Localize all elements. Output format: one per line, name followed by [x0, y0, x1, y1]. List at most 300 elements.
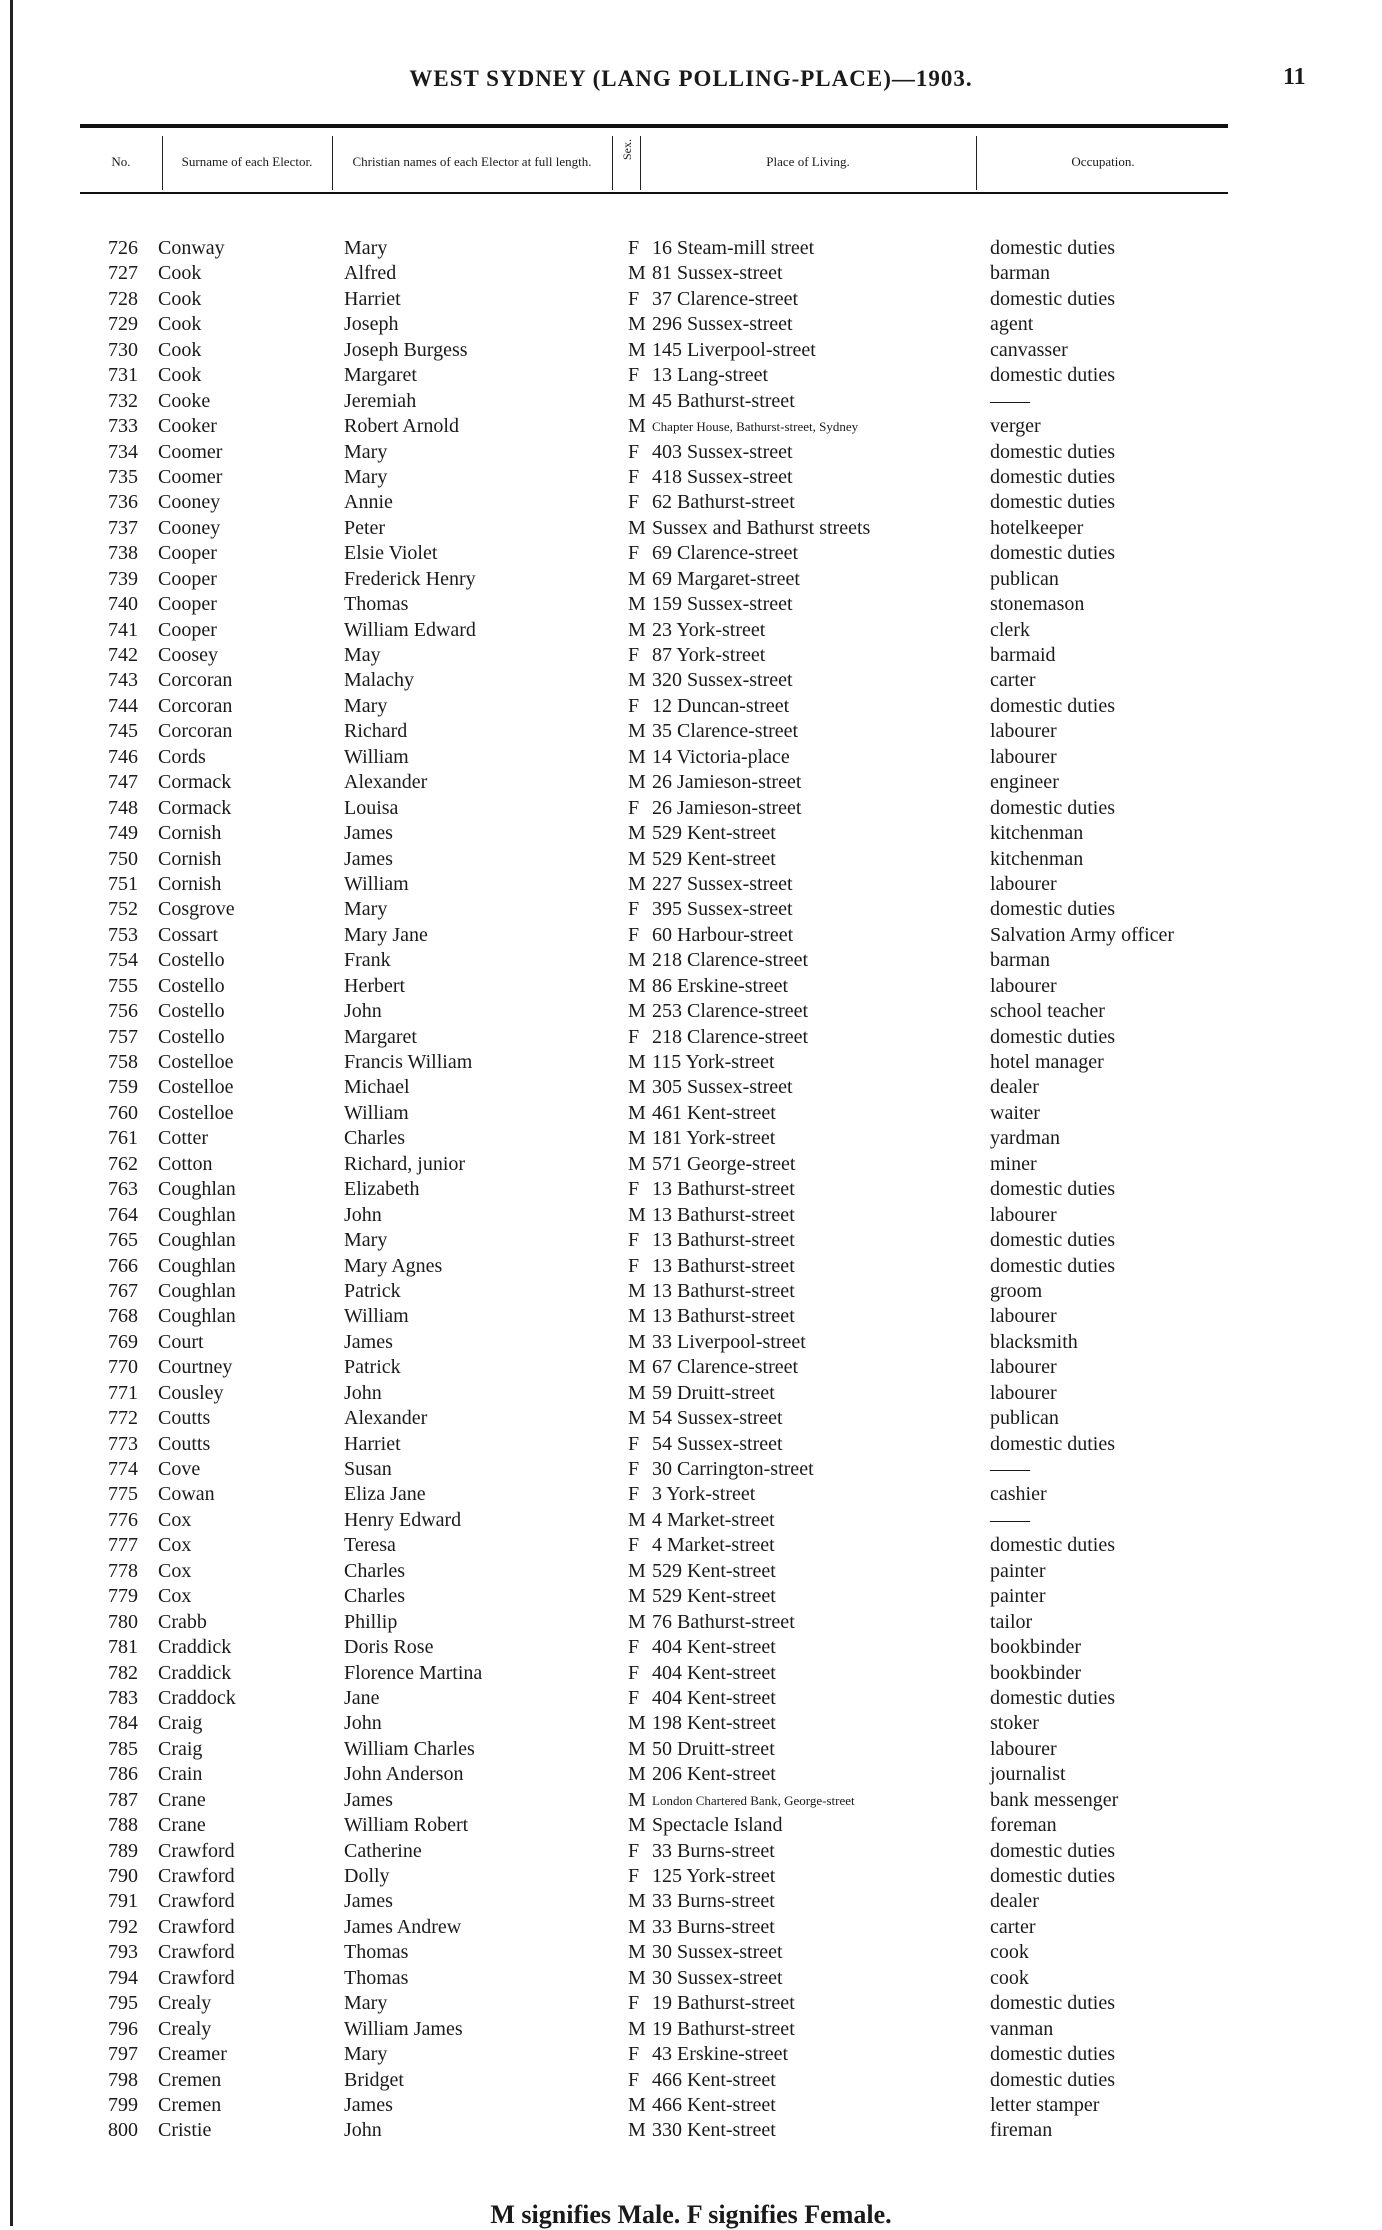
elector-place-of-living: 23 York-street — [652, 618, 766, 641]
elector-christian-names: Mary — [344, 898, 388, 921]
elector-number: 732 — [108, 389, 138, 412]
elector-sex: M — [628, 1915, 646, 1938]
elector-sex: F — [628, 1483, 640, 1506]
elector-place-of-living: Sussex and Bathurst streets — [652, 516, 871, 539]
elector-number: 752 — [108, 898, 138, 921]
table-row — [0, 872, 1382, 897]
elector-occupation: miner — [990, 1152, 1037, 1175]
elector-sex: F — [628, 1865, 640, 1887]
elector-sex: M — [628, 338, 646, 361]
elector-sex: M — [628, 415, 646, 438]
elector-surname: Corcoran — [158, 669, 233, 692]
elector-christian-names: Herbert — [344, 974, 406, 997]
elector-number: 800 — [108, 2119, 138, 2142]
elector-surname: Crawford — [158, 1839, 235, 1862]
elector-sex: F — [628, 287, 640, 310]
elector-place-of-living: 466 Kent-street — [652, 2068, 776, 2091]
elector-place-of-living: 19 Bathurst-street — [652, 1992, 795, 2015]
elector-occupation: painter — [990, 1585, 1046, 1608]
elector-surname: Coughlan — [158, 1254, 236, 1277]
elector-sex: M — [628, 516, 646, 539]
elector-surname: Cousley — [158, 1381, 224, 1404]
elector-sex: M — [628, 1076, 646, 1099]
elector-sex: M — [628, 1788, 646, 1811]
elector-christian-names: Harriet — [344, 287, 401, 310]
table-row — [0, 592, 1382, 617]
elector-place-of-living: 81 Sussex-street — [652, 262, 783, 285]
elector-occupation: domestic duties — [990, 1686, 1115, 1709]
table-row — [0, 1711, 1382, 1736]
elector-occupation: domestic duties — [990, 2043, 1115, 2066]
elector-occupation: domestic duties — [990, 694, 1115, 717]
elector-christian-names: Catherine — [344, 1839, 422, 1862]
elector-place-of-living: 14 Victoria-place — [652, 745, 790, 768]
elector-occupation: labourer — [990, 1381, 1057, 1404]
elector-surname: Cove — [158, 1458, 201, 1480]
elector-surname: Court — [158, 1330, 204, 1353]
elector-occupation: domestic duties — [990, 1534, 1115, 1557]
elector-surname: Cornish — [158, 847, 222, 870]
table-row — [0, 1279, 1382, 1304]
elector-number: 762 — [108, 1152, 138, 1175]
elector-occupation: tailor — [990, 1610, 1033, 1633]
table-row — [0, 1966, 1382, 1991]
elector-sex: M — [628, 2119, 646, 2142]
elector-occupation: labourer — [990, 1203, 1057, 1226]
elector-number: 728 — [108, 287, 138, 310]
elector-surname: Crane — [158, 1788, 206, 1811]
elector-occupation: publican — [990, 1407, 1059, 1430]
elector-surname: Costello — [158, 949, 225, 972]
elector-sex: M — [628, 1051, 646, 1073]
elector-sex: F — [628, 1254, 640, 1277]
elector-occupation: domestic duties — [990, 542, 1115, 565]
elector-surname: Cremen — [158, 2093, 222, 2116]
elector-christian-names: Jane — [344, 1686, 380, 1709]
column-header-no: No. — [111, 154, 131, 169]
elector-christian-names: Florence Martina — [344, 1661, 483, 1684]
elector-number: 766 — [108, 1254, 138, 1277]
elector-number: 765 — [108, 1229, 138, 1252]
elector-christian-names: Thomas — [344, 1941, 409, 1964]
elector-sex: F — [628, 1458, 640, 1480]
table-row — [0, 1940, 1382, 1965]
elector-christian-names: Mary — [344, 2043, 388, 2066]
elector-place-of-living: 218 Clarence-street — [652, 949, 809, 972]
elector-number: 731 — [108, 364, 138, 387]
elector-christian-names: Mary — [344, 237, 388, 259]
elector-number: 775 — [108, 1483, 138, 1506]
elector-occupation: bank messenger — [990, 1788, 1119, 1811]
elector-occupation: yardman — [990, 1127, 1060, 1150]
elector-christian-names: Alexander — [344, 771, 428, 794]
elector-christian-names: Mary — [344, 1229, 388, 1252]
table-row — [0, 1203, 1382, 1228]
table-row — [0, 1661, 1382, 1686]
elector-number: 784 — [108, 1712, 138, 1735]
elector-number: 758 — [108, 1051, 138, 1073]
elector-surname: Crawford — [158, 1966, 235, 1989]
elector-sex: F — [628, 364, 640, 387]
elector-occupation: domestic duties — [990, 2068, 1115, 2091]
elector-christian-names: Louisa — [344, 796, 399, 819]
elector-occupation: cashier — [990, 1483, 1047, 1506]
elector-occupation: domestic duties — [990, 1254, 1115, 1277]
elector-place-of-living: 305 Sussex-street — [652, 1076, 793, 1099]
elector-sex: F — [628, 923, 640, 946]
table-row — [0, 1864, 1382, 1889]
elector-christian-names: Jeremiah — [344, 389, 417, 412]
elector-sex: M — [628, 1610, 646, 1633]
table-row — [0, 490, 1382, 515]
elector-number: 771 — [108, 1381, 138, 1404]
elector-occupation: barman — [990, 949, 1050, 972]
elector-surname: Coughlan — [158, 1305, 236, 1328]
elector-place-of-living: 59 Druitt-street — [652, 1381, 775, 1404]
elector-sex: F — [628, 1229, 640, 1252]
elector-place-of-living: 13 Lang-street — [652, 364, 769, 387]
table-row — [0, 668, 1382, 693]
table-row — [0, 1737, 1382, 1762]
table-row — [0, 1050, 1382, 1075]
elector-christian-names: Alexander — [344, 1407, 428, 1430]
elector-number: 730 — [108, 338, 138, 361]
elector-place-of-living: 62 Bathurst-street — [652, 491, 795, 514]
elector-number: 793 — [108, 1941, 138, 1964]
elector-place-of-living: 16 Steam-mill street — [652, 237, 815, 259]
elector-sex: M — [628, 1941, 646, 1964]
elector-place-of-living: 461 Kent-street — [652, 1101, 776, 1124]
table-row — [0, 1355, 1382, 1380]
elector-occupation: dealer — [990, 1076, 1039, 1099]
elector-surname: Craig — [158, 1712, 203, 1735]
elector-number: 726 — [108, 237, 138, 259]
elector-christian-names: William Edward — [344, 618, 476, 641]
elector-surname: Cristie — [158, 2119, 212, 2142]
elector-sex: M — [628, 2017, 646, 2040]
table-row — [0, 745, 1382, 770]
elector-surname: Cormack — [158, 796, 232, 819]
elector-occupation: canvasser — [990, 338, 1068, 361]
elector-occupation: journalist — [990, 1763, 1066, 1786]
elector-occupation: kitchenman — [990, 822, 1084, 845]
elector-christian-names: Peter — [344, 516, 386, 539]
column-header-place: Place of Living. — [766, 154, 850, 169]
elector-christian-names: Francis William — [344, 1051, 473, 1073]
table-row — [0, 312, 1382, 337]
elector-occupation: fireman — [990, 2119, 1053, 2142]
table-row — [0, 897, 1382, 922]
elector-surname: Cotton — [158, 1152, 213, 1175]
elector-place-of-living: 35 Clarence-street — [652, 720, 799, 743]
elector-sex: F — [628, 1636, 640, 1659]
elector-occupation: domestic duties — [990, 796, 1115, 819]
elector-surname: Craig — [158, 1737, 203, 1760]
elector-occupation: school teacher — [990, 1000, 1105, 1023]
elector-christian-names: Thomas — [344, 593, 409, 616]
elector-number: 729 — [108, 313, 138, 336]
elector-occupation: hotel manager — [990, 1051, 1104, 1073]
elector-occupation: domestic duties — [990, 1839, 1115, 1862]
elector-sex: F — [628, 796, 640, 819]
table-row — [0, 1177, 1382, 1202]
elector-number: 733 — [108, 415, 138, 438]
elector-christian-names: James — [344, 847, 393, 870]
elector-place-of-living: 69 Margaret-street — [652, 567, 800, 590]
elector-sex: M — [628, 1305, 646, 1328]
elector-christian-names: Bridget — [344, 2068, 404, 2091]
elector-place-of-living: Spectacle Island — [652, 1814, 783, 1837]
elector-surname: Coomer — [158, 465, 223, 488]
elector-surname: Crawford — [158, 1941, 235, 1964]
elector-occupation: domestic duties — [990, 1025, 1115, 1048]
elector-surname: Coutts — [158, 1407, 211, 1430]
table-row — [0, 974, 1382, 999]
elector-surname: Costelloe — [158, 1051, 234, 1073]
elector-christian-names: William — [344, 872, 409, 895]
elector-surname: Creamer — [158, 2043, 227, 2066]
elector-number: 736 — [108, 491, 138, 514]
elector-number: 745 — [108, 720, 138, 743]
elector-sex: M — [628, 1356, 646, 1379]
table-row — [0, 1432, 1382, 1457]
elector-place-of-living: 206 Kent-street — [652, 1763, 776, 1786]
elector-sex: M — [628, 745, 646, 768]
elector-christian-names: William — [344, 745, 409, 768]
elector-christian-names: John Anderson — [344, 1763, 464, 1786]
elector-sex: M — [628, 618, 646, 641]
elector-number: 796 — [108, 2017, 138, 2040]
elector-occupation: barmaid — [990, 644, 1056, 666]
elector-sex: F — [628, 237, 640, 259]
elector-christian-names: Dolly — [344, 1865, 390, 1887]
elector-christian-names: William — [344, 1305, 409, 1328]
elector-sex: M — [628, 822, 646, 845]
elector-sex: M — [628, 1890, 646, 1913]
elector-surname: Cornish — [158, 822, 222, 845]
elector-surname: Cox — [158, 1559, 192, 1582]
elector-number: 783 — [108, 1686, 138, 1709]
elector-occupation: blacksmith — [990, 1330, 1078, 1353]
elector-surname: Cooper — [158, 593, 217, 616]
table-row — [0, 1457, 1382, 1482]
elector-surname: Cooker — [158, 415, 217, 438]
table-row — [0, 618, 1382, 643]
elector-sex: M — [628, 1000, 646, 1023]
table-row — [0, 1254, 1382, 1279]
elector-surname: Cook — [158, 313, 202, 336]
elector-surname: Corcoran — [158, 720, 233, 743]
elector-occupation: painter — [990, 1559, 1046, 1582]
elector-sex: F — [628, 1686, 640, 1709]
elector-number: 742 — [108, 644, 138, 666]
elector-number: 760 — [108, 1101, 138, 1124]
elector-number: 750 — [108, 847, 138, 870]
elector-christian-names: Charles — [344, 1585, 406, 1608]
elector-christian-names: John — [344, 1203, 382, 1226]
elector-occupation: labourer — [990, 1356, 1057, 1379]
elector-place-of-living: 45 Bathurst-street — [652, 389, 795, 412]
elector-surname: Crain — [158, 1763, 203, 1786]
elector-occupation: cook — [990, 1966, 1029, 1989]
elector-christian-names: Margaret — [344, 1025, 417, 1048]
elector-christian-names: William Charles — [344, 1737, 475, 1760]
elector-sex: F — [628, 1992, 640, 2015]
elector-christian-names: Mary — [344, 1992, 388, 2015]
elector-place-of-living: 296 Sussex-street — [652, 313, 793, 336]
elector-surname: Craddick — [158, 1636, 232, 1659]
elector-place-of-living: 30 Sussex-street — [652, 1966, 783, 1989]
elector-christian-names: Alfred — [344, 262, 397, 285]
elector-place-of-living: 43 Erskine-street — [652, 2043, 789, 2066]
elector-christian-names: Joseph Burgess — [344, 338, 468, 361]
elector-surname: Craddick — [158, 1661, 232, 1684]
elector-christian-names: Elsie Violet — [344, 542, 438, 565]
elector-number: 767 — [108, 1279, 138, 1302]
elector-sex: F — [628, 1839, 640, 1862]
table-row — [0, 1610, 1382, 1635]
elector-sex: M — [628, 974, 646, 997]
elector-number: 734 — [108, 440, 138, 463]
elector-place-of-living: 33 Burns-street — [652, 1915, 775, 1938]
elector-sex: M — [628, 1279, 646, 1302]
table-row — [0, 770, 1382, 795]
elector-place-of-living: 529 Kent-street — [652, 822, 776, 845]
elector-place-of-living: 320 Sussex-street — [652, 669, 793, 692]
elector-number: 761 — [108, 1127, 138, 1150]
elector-sex: M — [628, 567, 646, 590]
elector-number: 797 — [108, 2043, 138, 2066]
elector-number: 735 — [108, 465, 138, 488]
elector-occupation: labourer — [990, 1737, 1057, 1760]
elector-number: 777 — [108, 1534, 138, 1557]
elector-occupation: labourer — [990, 1305, 1057, 1328]
elector-place-of-living: 54 Sussex-street — [652, 1407, 783, 1430]
elector-christian-names: William James — [344, 2017, 463, 2040]
table-row — [0, 261, 1382, 286]
elector-christian-names: James — [344, 1890, 393, 1913]
elector-christian-names: Harriet — [344, 1432, 401, 1455]
table-row — [0, 567, 1382, 592]
elector-christian-names: Frank — [344, 949, 391, 972]
elector-occupation: waiter — [990, 1101, 1040, 1124]
elector-number: 791 — [108, 1890, 138, 1913]
elector-christian-names: James — [344, 822, 393, 845]
elector-christian-names: James Andrew — [344, 1915, 462, 1938]
page-number: 11 — [1283, 64, 1306, 90]
elector-sex: M — [628, 593, 646, 616]
elector-occupation: domestic duties — [990, 1865, 1115, 1887]
elector-christian-names: John — [344, 1712, 382, 1735]
elector-sex: M — [628, 1814, 646, 1837]
elector-number: 756 — [108, 1000, 138, 1023]
table-row — [0, 948, 1382, 973]
table-row — [0, 1228, 1382, 1253]
table-row — [0, 389, 1382, 414]
elector-surname: Coomer — [158, 440, 223, 463]
elector-sex: M — [628, 1203, 646, 1226]
elector-christian-names: Doris Rose — [344, 1636, 434, 1659]
table-row — [0, 1991, 1382, 2016]
elector-place-of-living: 330 Kent-street — [652, 2119, 776, 2142]
table-row — [0, 338, 1382, 363]
elector-occupation: carter — [990, 1915, 1036, 1938]
elector-occupation: barman — [990, 262, 1050, 285]
elector-number: 727 — [108, 262, 138, 285]
elector-christian-names: Michael — [344, 1076, 410, 1099]
elector-occupation: groom — [990, 1279, 1043, 1302]
elector-occupation: verger — [990, 415, 1041, 438]
elector-sex: M — [628, 389, 646, 412]
elector-christian-names: Richard — [344, 720, 408, 743]
table-row — [0, 1152, 1382, 1177]
column-divider — [332, 136, 333, 190]
elector-occupation: labourer — [990, 872, 1057, 895]
table-row — [0, 821, 1382, 846]
elector-surname: Coosey — [158, 644, 218, 666]
elector-occupation: Salvation Army officer — [990, 923, 1175, 946]
elector-christian-names: Mary Agnes — [344, 1254, 443, 1277]
table-row — [0, 1915, 1382, 1940]
table-row — [0, 1813, 1382, 1838]
table-row — [0, 1381, 1382, 1406]
elector-christian-names: Annie — [344, 491, 393, 514]
elector-sex: M — [628, 1127, 646, 1150]
elector-number: 795 — [108, 1992, 138, 2015]
elector-surname: Cooney — [158, 491, 221, 514]
elector-sex: M — [628, 847, 646, 870]
elector-christian-names: William Robert — [344, 1814, 469, 1837]
elector-place-of-living: Chapter House, Bathurst-street, Sydney — [652, 419, 859, 435]
elector-christian-names: Malachy — [344, 669, 414, 692]
elector-place-of-living: 571 George-street — [652, 1152, 796, 1175]
table-row — [0, 287, 1382, 312]
elector-number: 751 — [108, 872, 138, 895]
elector-occupation: labourer — [990, 745, 1057, 768]
elector-surname: Crealy — [158, 1992, 212, 2015]
elector-place-of-living: 13 Bathurst-street — [652, 1279, 795, 1302]
elector-sex: M — [628, 949, 646, 972]
elector-number: 744 — [108, 694, 138, 717]
elector-christian-names: Charles — [344, 1559, 406, 1582]
elector-surname: Conway — [158, 237, 225, 259]
elector-occupation: labourer — [990, 974, 1057, 997]
elector-place-of-living: 404 Kent-street — [652, 1636, 776, 1659]
elector-place-of-living: 145 Liverpool-street — [652, 338, 816, 361]
elector-number: 763 — [108, 1178, 138, 1201]
elector-surname: Coughlan — [158, 1229, 236, 1252]
elector-place-of-living: 4 Market-street — [652, 1508, 775, 1531]
elector-surname: Cook — [158, 262, 202, 285]
elector-surname: Cooney — [158, 516, 221, 539]
elector-number: 794 — [108, 1966, 138, 1989]
elector-christian-names: Phillip — [344, 1610, 398, 1633]
elector-place-of-living: 13 Bathurst-street — [652, 1203, 795, 1226]
table-row — [0, 1101, 1382, 1126]
table-row — [0, 2068, 1382, 2093]
elector-place-of-living: 19 Bathurst-street — [652, 2017, 795, 2040]
elector-christian-names: Patrick — [344, 1279, 401, 1302]
elector-sex: F — [628, 1025, 640, 1048]
elector-surname: Coughlan — [158, 1178, 236, 1201]
elector-place-of-living: 60 Harbour-street — [652, 923, 794, 946]
elector-surname: Costelloe — [158, 1101, 234, 1124]
elector-sex: M — [628, 1737, 646, 1760]
elector-surname: Cornish — [158, 872, 222, 895]
elector-number: 780 — [108, 1610, 138, 1633]
elector-place-of-living: 33 Burns-street — [652, 1839, 775, 1862]
elector-sex: M — [628, 872, 646, 895]
